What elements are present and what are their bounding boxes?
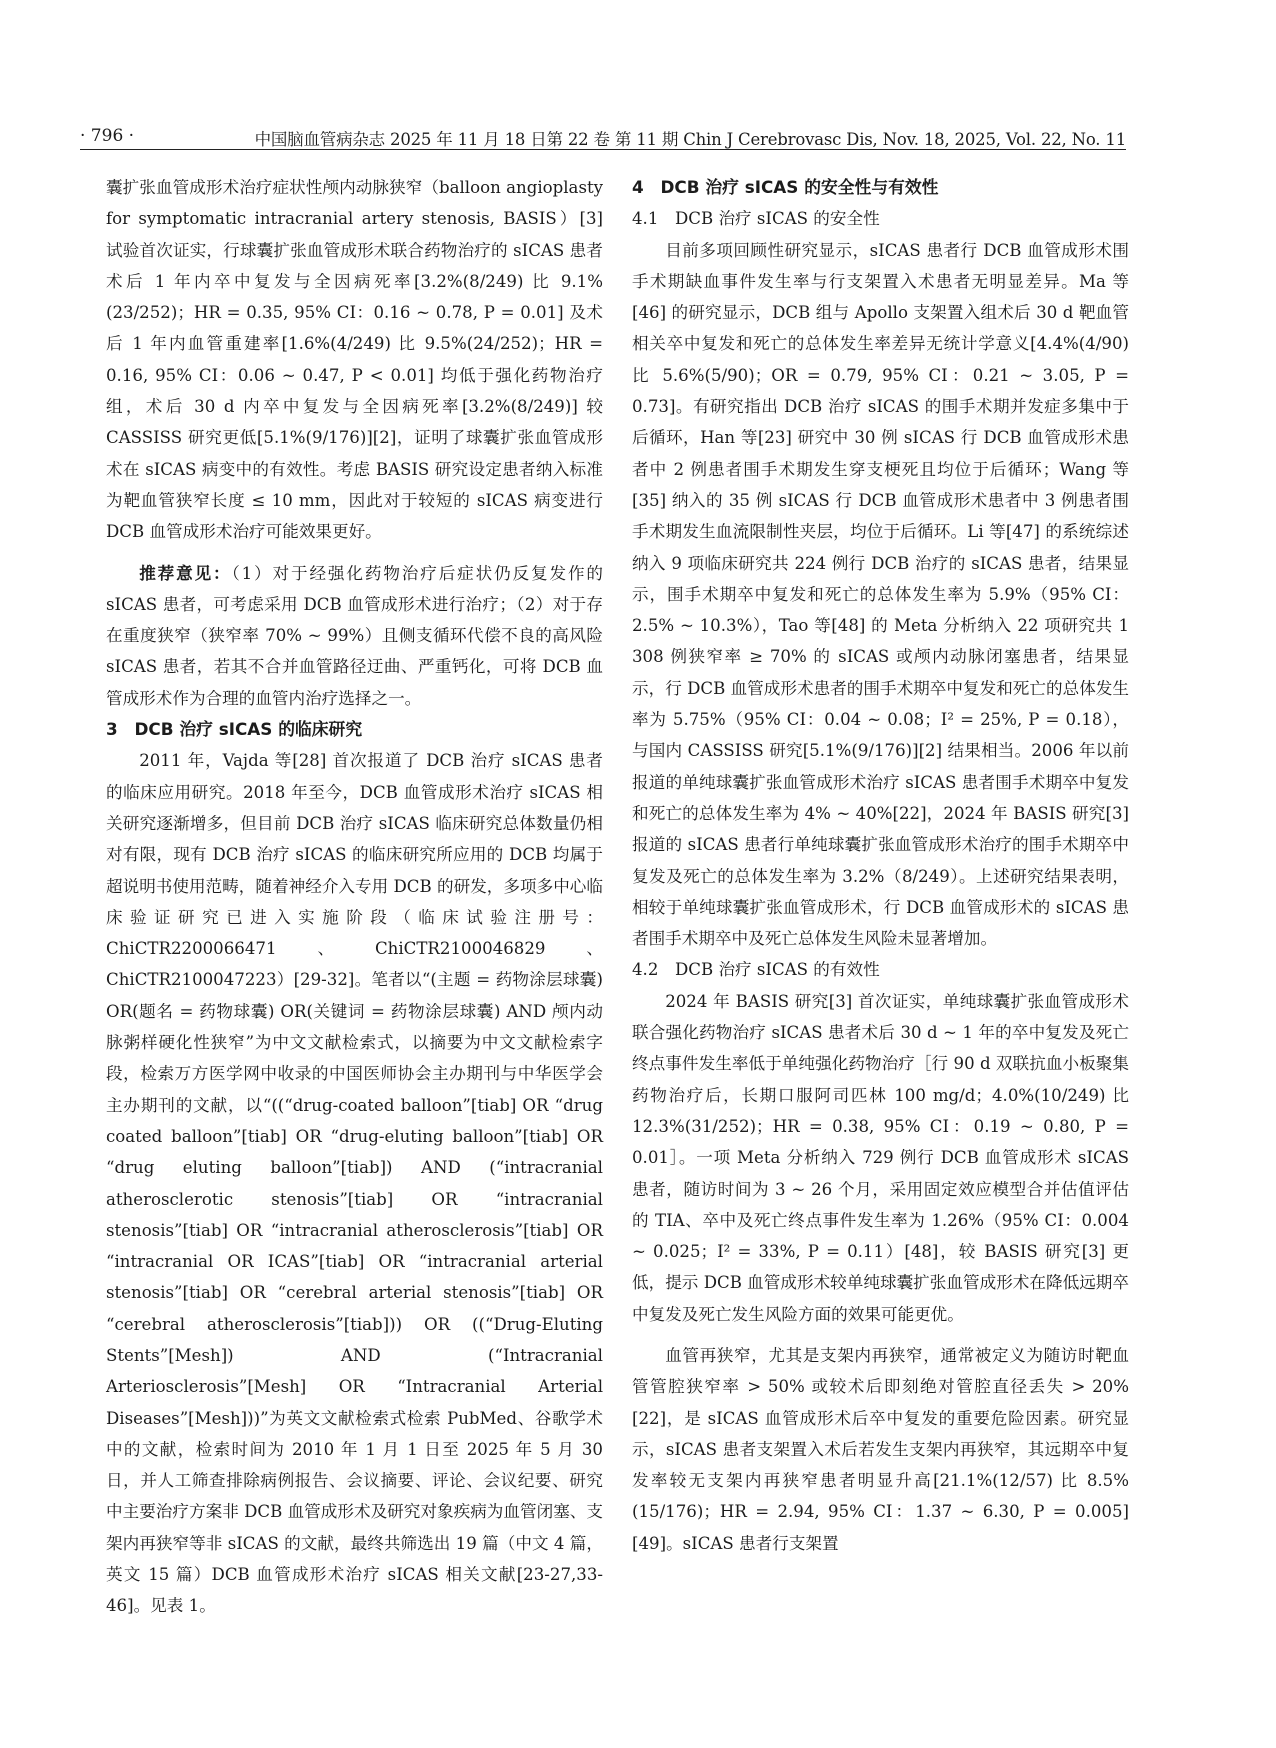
recommendation-text: （1）对于经强化药物治疗后症状仍反复发作的 sICAS 患者，可考虑采用 DCB 血管成形术进行治疗；（2）对于存在重度狭窄（狭窄率 70% ~ 99%）且侧支循环代偿不良的高风险 sICAS 患者，若其不合并血管路径迂曲、严重钙化，可将 DCB 血管成形术作为合理的血管内治疗选择之一。	[106, 563, 603, 708]
right-column	[632, 172, 1129, 1559]
paragraph-basis-trial: 囊扩张血管成形术治疗症状性颅内动脉狭窄（balloon angioplasty for symptomatic intracranial artery stenosis, BASIS）[3] 试验首次证实，行球囊扩张血管成形术联合药物治疗的 sICAS 患者术后 1 年内卒中复发与全因病死率[3.2%(8/249) 比 9.1%(23/252)；HR = 0.35, 95% CI：0.16 ~ 0.78, P = 0.01] 及术后 1 年内血管重建率[1.6%(4/249) 比 9.5%(24/252)；HR = 0.16, 95% CI：0.06 ~ 0.47, P < 0.01] 均低于强化药物治疗组，术后 30 d 内卒中复发与全因病死率[3.2%(8/249)] 较 CASSISS 研究更低[5.1%(9/176)][2]，证明了球囊扩张血管成形术在 sICAS 病变中的有效性。考虑 BASIS 研究设定患者纳入标准为靶血管狭窄长度 ≤ 10 mm，因此对于较短的 sICAS 病变进行 DCB 血管成形术治疗可能效果更好。	[106, 178, 603, 542]
page-number: · 796 ·	[80, 126, 135, 146]
section-3-heading: 3 DCB 治疗 sICAS 的临床研究	[106, 719, 363, 740]
paragraph-clinical-research: 2011 年，Vajda 等[28] 首次报道了 DCB 治疗 sICAS 患者的临床应用研究。2018 年至今，DCB 血管成形术治疗 sICAS 相关研究逐渐增多，但目前 DCB 治疗 sICAS 临床研究总体数量仍相对有限，现有 DCB 治疗 sICAS 的临床研究所应用的 DCB 均属于超说明书使用范畴，随着神经介入专用 DCB 的研发，多项多中心临床验证研究已进入实施阶段（临床试验注册号：ChiCTR2200066471、ChiCTR2100046829、ChiCTR2100047223）[29-32]。笔者以“(主题 = 药物涂层球囊) OR(题名 = 药物球囊) OR(关键词 = 药物涂层球囊) AND 颅内动脉粥样硬化性狭窄”为中文文献检索式，以摘要为中文文献检索字段，检索万方医学网中收录的中国医师协会主办期刊与中华医学会主办期刊的文献，以“((“drug-coated balloon”[tiab] OR “drug coated balloon”[tiab] OR “drug-eluting balloon”[tiab] OR “drug eluting balloon”[tiab]) AND (“intracranial atherosclerotic stenosis”[tiab] OR “intracranial stenosis”[tiab] OR “intracranial atherosclerosis”[tiab] OR “intracranial OR ICAS”[tiab] OR “intracranial arterial stenosis”[tiab] OR “cerebral arterial stenosis”[tiab] OR “cerebral atherosclerosis”[tiab])) OR ((“Drug-Eluting Stents”[Mesh]) AND (“Intracranial Arteriosclerosis”[Mesh] OR “Intracranial Arterial Diseases”[Mesh]))”为英文文献检索式检索 PubMed、谷歌学术中的文献，检索时间为 2010 年 1 月 1 日至 2025 年 5 月 30 日，并人工筛查排除病例报告、会议摘要、评论、会议纪要、研究中主要治疗方案非 DCB 血管成形术及研究对象疾病为血管闭塞、支架内再狭窄等非 sICAS 的文献，最终共筛选出 19 篇（中文 4 篇，英文 15 篇）DCB 血管成形术治疗 sICAS 相关文献[23-27,33-46]。见表 1。	[106, 751, 603, 1616]
section-4-heading: 4 DCB 治疗 sICAS 的安全性与有效性	[632, 177, 939, 197]
paragraph-safety: 目前多项回顾性研究显示，sICAS 患者行 DCB 血管成形术围手术期缺血事件发生率与行支架置入术患者无明显差异。Ma 等[46] 的研究显示，DCB 组与 Apollo 支架置入组术后 30 d 靶血管相关卒中复发和死亡的总体发生率差异无统计学意义[4.4%(4/90) 比 5.6%(5/90)；OR = 0.79, 95% CI：0.21 ~ 3.05, P = 0.73]。有研究指出 DCB 治疗 sICAS 的围手术期并发症多集中于后循环，Han 等[23] 研究中 30 例 sICAS 行 DCB 血管成形术患者中 2 例患者围手术期发生穿支梗死且均位于后循环；Wang 等[35] 纳入的 35 例 sICAS 行 DCB 血管成形术患者中 3 例患者围手术期发生血流限制性夹层，均位于后循环。Li 等[47] 的系统综述纳入 9 项临床研究共 224 例行 DCB 治疗的 sICAS 患者，结果显示，围手术期卒中复发和死亡的总体发生率为 5.9%（95% CI：2.5% ~ 10.3%），Tao 等[48] 的 Meta 分析纳入 22 项研究共 1 308 例狭窄率 ≥ 70% 的 sICAS 或颅内动脉闭塞患者，结果显示，行 DCB 血管成形术患者的围手术期卒中复发和死亡的总体发生率为 5.75%（95% CI：0.04 ~ 0.08；I² = 25%, P = 0.18），与国内 CASSISS 研究[5.1%(9/176)][2] 结果相当。2006 年以前报道的单纯球囊扩张血管成形术治疗 sICAS 患者围手术期卒中复发和死亡的总体发生率为 4% ~ 40%[22]，2024 年 BASIS 研究[3] 报道的 sICAS 患者行单纯球囊扩张血管成形术治疗的围手术期卒中复发及死亡的总体发生率为 3.2%（8/249）。上述研究结果表明，相较于单纯球囊扩张血管成形术，行 DCB 血管成形术的 sICAS 患者围手术期卒中及死亡总体发生风险未显著增加。	[632, 240, 1129, 949]
subsection-4-1-heading: 4.1 DCB 治疗 sICAS 的安全性	[632, 209, 880, 229]
recommendation-paragraph	[106, 558, 603, 714]
running-header	[80, 114, 1126, 150]
left-column	[106, 172, 603, 1622]
journal-citation: 中国脑血管病杂志 2025 年 11 月 18 日第 22 卷 第 11 期 Chin J Cerebrovasc Dis, Nov. 18, 2025, Vol. 22, No. 11	[254, 130, 1126, 149]
paragraph-restenosis: 血管再狭窄，尤其是支架内再狭窄，通常被定义为随访时靶血管管腔狭窄率 > 50% 或较术后即刻绝对管腔直径丢失 > 20%[22]，是 sICAS 血管成形术后卒中复发的重要危险因素。研究显示，sICAS 患者支架置入术后若发生支架内再狭窄，其远期卒中复发率较无支架内再狭窄患者明显升高[21.1%(12/57) 比 8.5%(15/176)；HR = 2.94, 95% CI：1.37 ~ 6.30, P = 0.005][49]。sICAS 患者行支架置	[632, 1345, 1129, 1553]
paragraph-efficacy: 2024 年 BASIS 研究[3] 首次证实，单纯球囊扩张血管成形术联合强化药物治疗 sICAS 患者术后 30 d ~ 1 年的卒中复发及死亡终点事件发生率低于单纯强化药物治疗［行 90 d 双联抗血小板聚集药物治疗后，长期口服阿司匹林 100 mg/d；4.0%(10/249) 比 12.3%(31/252)；HR = 0.38, 95% CI：0.19 ~ 0.80, P = 0.01］。一项 Meta 分析纳入 729 例行 DCB 血管成形术 sICAS 患者，随访时间为 3 ~ 26 个月，采用固定效应模型合并估值评估的 TIA、卒中及死亡终点事件发生率为 1.26%（95% CI：0.004 ~ 0.025；I² = 33%, P = 0.11）[48]，较 BASIS 研究[3] 更低，提示 DCB 血管成形术较单纯球囊扩张血管成形术在降低远期卒中复发及死亡发生风险方面的效果可能更优。	[632, 991, 1129, 1324]
subsection-4-2-heading: 4.2 DCB 治疗 sICAS 的有效性	[632, 960, 880, 980]
recommendation-label: 推荐意见：	[139, 563, 232, 583]
